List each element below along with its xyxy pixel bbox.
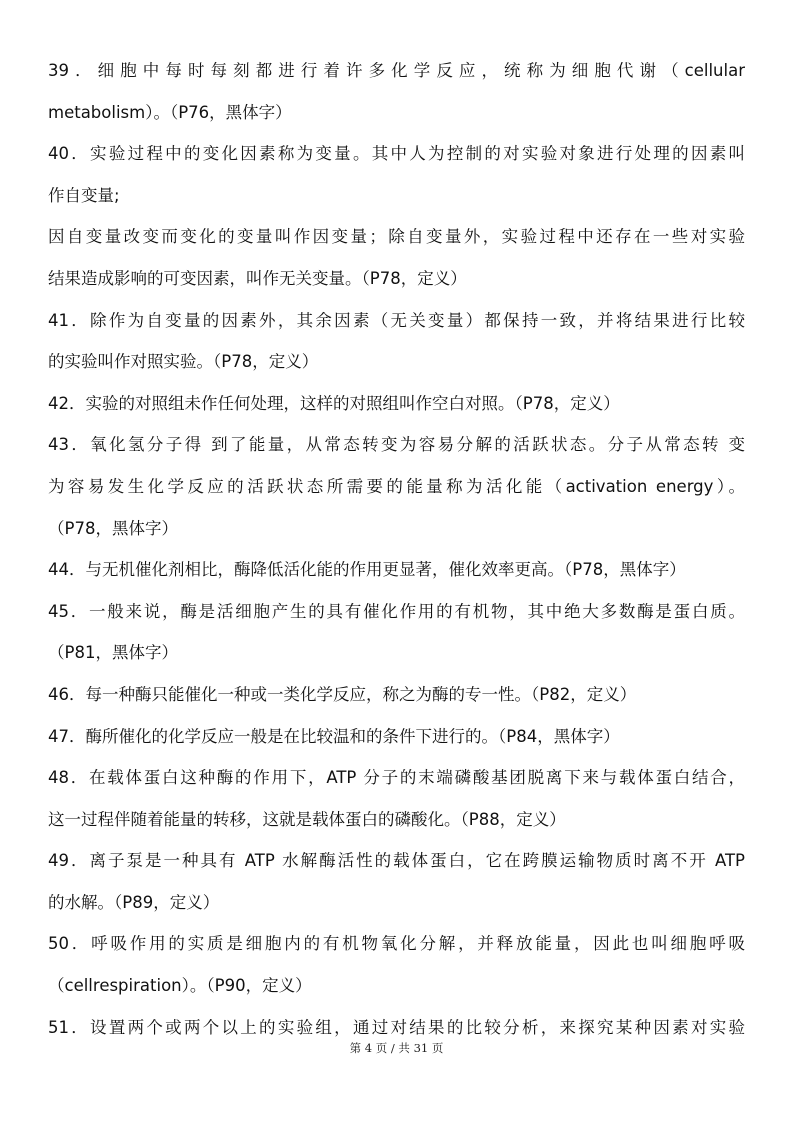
- text-line: 43．氧化氢分子得 到了能量，从常态转变为容易分解的活跃状态。分子从常态转 变: [48, 435, 745, 455]
- document-body: [48, 50, 745, 1048]
- text-line: 的水解。（P89，定义）: [48, 892, 220, 912]
- text-line: 这一过程伴随着能量的转移，这就是载体蛋白的磷酸化。（P88，定义）: [48, 809, 566, 829]
- text-line: 的实验叫作对照实验。（P78，定义）: [48, 352, 319, 372]
- page-footer: 第 4 页 / 共 31 页: [349, 1041, 444, 1055]
- text-line: 作自变量;: [48, 185, 120, 205]
- text-line: 39．细胞中每时每刻都进行着许多化学反应，统称为细胞代谢（cellular: [48, 61, 745, 80]
- text-line: 因自变量改变而变化的变量叫作因变量；除自变量外，实验过程中还存在一些对实验: [48, 227, 745, 247]
- paragraph-item-41: [48, 300, 745, 383]
- paragraph-item-49: [48, 840, 745, 923]
- paragraph-item-43: [48, 424, 745, 549]
- text-line: 为容易发生化学反应的活跃状态所需要的能量称为活化能（activation energy）。: [48, 476, 745, 496]
- text-line: 40．实验过程中的变化因素称为变量。其中人为控制的对实验对象进行处理的因素叫: [48, 144, 745, 164]
- paragraph-item-40: [48, 133, 745, 299]
- paragraph-item-39: [48, 50, 745, 133]
- paragraph-item-45: [48, 591, 745, 674]
- paragraph-item-42: [48, 383, 745, 425]
- text-line: 51．设置两个或两个以上的实验组，通过对结果的比较分析，来探究某种因素对实验: [48, 1017, 745, 1037]
- text-line: 44．与无机催化剂相比，酶降低活化能的作用更显著，催化效率更高。（P78，黑体字）: [48, 560, 686, 580]
- text-line: 50．呼吸作用的实质是细胞内的有机物氧化分解，并释放能量，因此也叫细胞呼吸: [48, 934, 745, 954]
- paragraph-item-50: [48, 923, 745, 1006]
- text-line: 结果造成影响的可变因素，叫作无关变量。（P78，定义）: [48, 268, 467, 288]
- text-line: 41．除作为自变量的因素外，其余因素（无关变量）都保持一致，并将结果进行比较: [48, 310, 745, 330]
- text-line: 45．一般来说，酶是活细胞产生的具有催化作用的有机物，其中绝大多数酶是蛋白质。: [48, 601, 745, 621]
- text-line: 47．酶所催化的化学反应一般是在比较温和的条件下进行的。（P84，黑体字）: [48, 726, 620, 746]
- paragraph-item-46: [48, 674, 745, 716]
- text-line: （P81，黑体字）: [48, 643, 178, 663]
- paragraph-item-48: [48, 757, 745, 840]
- text-line: 42．实验的对照组未作任何处理，这样的对照组叫作空白对照。（P78，定义）: [48, 393, 620, 413]
- text-line: 48．在载体蛋白这种酶的作用下，ATP 分子的末端磷酸基团脱离下来与载体蛋白结合，: [48, 768, 745, 788]
- paragraph-item-44: [48, 549, 745, 591]
- paragraph-item-47: [48, 716, 745, 758]
- text-line: （cellrespiration）。（P90，定义）: [48, 976, 312, 996]
- text-line: 49．离子泵是一种具有 ATP 水解酶活性的载体蛋白，它在跨膜运输物质时离不开 ATP: [48, 851, 745, 871]
- text-line: 46．每一种酶只能催化一种或一类化学反应，称之为酶的专一性。（P82，定义）: [48, 684, 637, 704]
- text-line: metabolism）。（P76，黑体字）: [48, 102, 292, 122]
- text-line: （P78，黑体字）: [48, 518, 178, 538]
